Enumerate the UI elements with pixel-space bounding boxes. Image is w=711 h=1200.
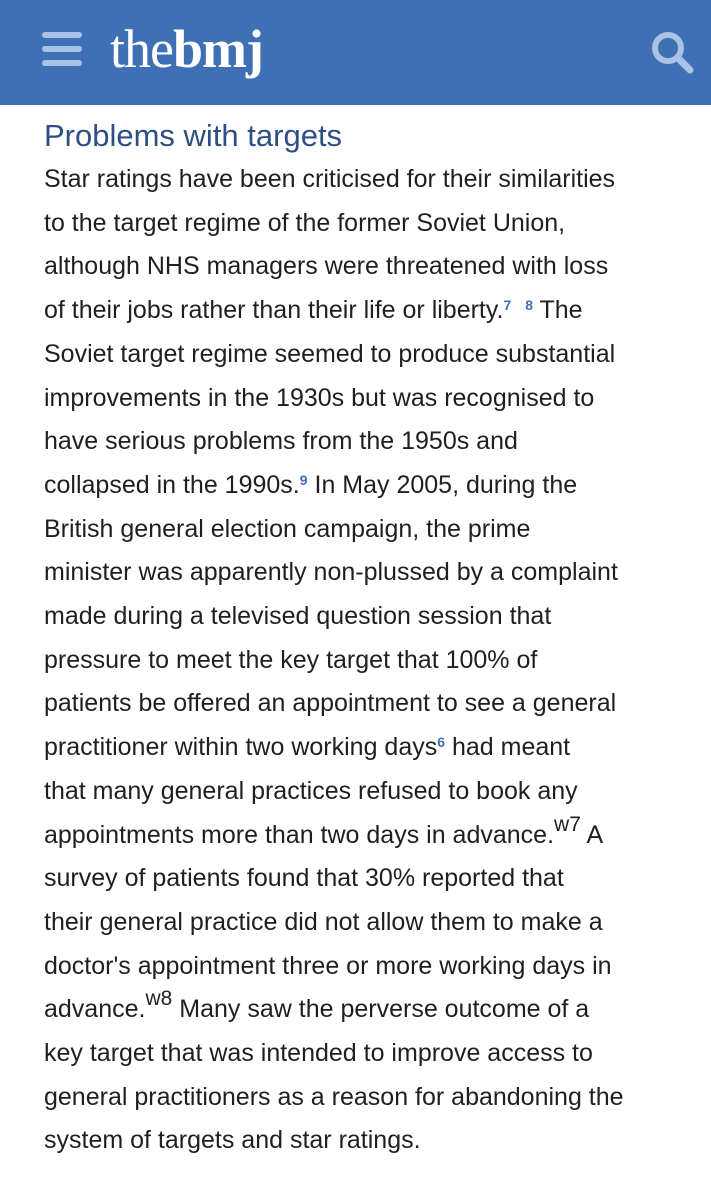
text-line: [44, 726, 684, 770]
web-reference-link-w8[interactable]: w8: [145, 987, 173, 1011]
text-line: [44, 1119, 684, 1163]
text-line: [44, 814, 684, 858]
bmj-logo[interactable]: [110, 14, 263, 84]
text-line: [44, 1032, 684, 1076]
text-segment: In May 2005, during the: [307, 470, 578, 499]
text-line: [44, 988, 684, 1032]
text-line: [44, 639, 684, 683]
text-line: [44, 595, 684, 639]
text-segment: A: [580, 820, 604, 849]
text-segment: although NHS managers were threatened with loss: [44, 252, 609, 281]
text-segment: advance.: [44, 995, 146, 1024]
text-segment: have serious problems from the 1950s and: [44, 427, 518, 456]
text-line: [44, 245, 684, 289]
text-segment: The: [532, 296, 583, 325]
text-line: [44, 1076, 684, 1120]
text-segment: practitioner within two working days: [44, 733, 438, 762]
text-line: [44, 289, 684, 333]
logo-bmj: bmj: [172, 19, 263, 79]
text-segment: Many saw the perverse outcome of a: [172, 995, 590, 1024]
text-segment: patients be offered an appointment to see a general: [44, 689, 617, 718]
text-segment: appointments more than two days in advance.: [44, 820, 555, 849]
text-line: [44, 158, 684, 202]
text-line: [44, 202, 684, 246]
text-line: [44, 333, 684, 377]
menu-bar: [42, 46, 82, 52]
search-icon-graphic: [648, 28, 696, 76]
text-segment: improvements in the 1930s but was recognised to: [44, 383, 595, 412]
text-segment: system of targets and star ratings.: [44, 1126, 421, 1155]
text-segment: British general election campaign, the prime: [44, 514, 531, 543]
text-segment: made during a televised question session that: [44, 602, 552, 631]
text-segment: doctor's appointment three or more working days in: [44, 951, 612, 980]
article-section: [44, 114, 684, 1163]
text-segment: pressure to meet the key target that 100% of: [44, 645, 538, 674]
text-segment: Soviet target regime seemed to produce substantial: [44, 339, 616, 368]
text-line: [44, 508, 684, 552]
text-segment: general practitioners as a reason for abandoning the: [44, 1082, 624, 1111]
text-line: [44, 682, 684, 726]
text-segment: had meant: [445, 733, 571, 762]
hamburger-menu-icon[interactable]: [42, 30, 84, 68]
text-segment: survey of patients found that 30% reported that: [44, 864, 564, 893]
text-line: [44, 770, 684, 814]
reference-link-9[interactable]: 9: [299, 471, 308, 488]
menu-bar: [42, 32, 82, 38]
text-segment: that many general practices refused to book any: [44, 776, 578, 805]
section-heading: Problems with targets: [44, 118, 343, 153]
logo-the: the: [110, 19, 173, 79]
text-line: [44, 551, 684, 595]
article-paragraph: [44, 158, 684, 1163]
text-segment: key target that was intended to improve access to: [44, 1039, 593, 1068]
text-segment: of their jobs rather than their life or liberty.: [44, 296, 504, 325]
text-segment: minister was apparently non-plussed by a complaint: [44, 558, 618, 587]
text-segment: their general practice did not allow them to make a: [44, 907, 603, 936]
text-line: [44, 901, 684, 945]
text-line: [44, 464, 684, 508]
reference-link-6[interactable]: 6: [437, 734, 446, 751]
text-line: [44, 857, 684, 901]
reference-link-8[interactable]: 8: [525, 297, 533, 314]
search-icon[interactable]: [648, 28, 696, 76]
site-header: [0, 0, 711, 105]
text-line: [44, 377, 684, 421]
text-segment: Star ratings have been criticised for their similarities: [44, 165, 616, 193]
text-segment: to the target regime of the former Soviet Union,: [44, 208, 566, 237]
text-segment: collapsed in the 1990s.: [44, 470, 300, 499]
text-line: [44, 420, 684, 464]
menu-bar: [42, 60, 82, 66]
text-line: [44, 945, 684, 989]
web-reference-link-w7[interactable]: w7: [554, 812, 581, 836]
reference-link-7[interactable]: 7: [503, 297, 512, 314]
